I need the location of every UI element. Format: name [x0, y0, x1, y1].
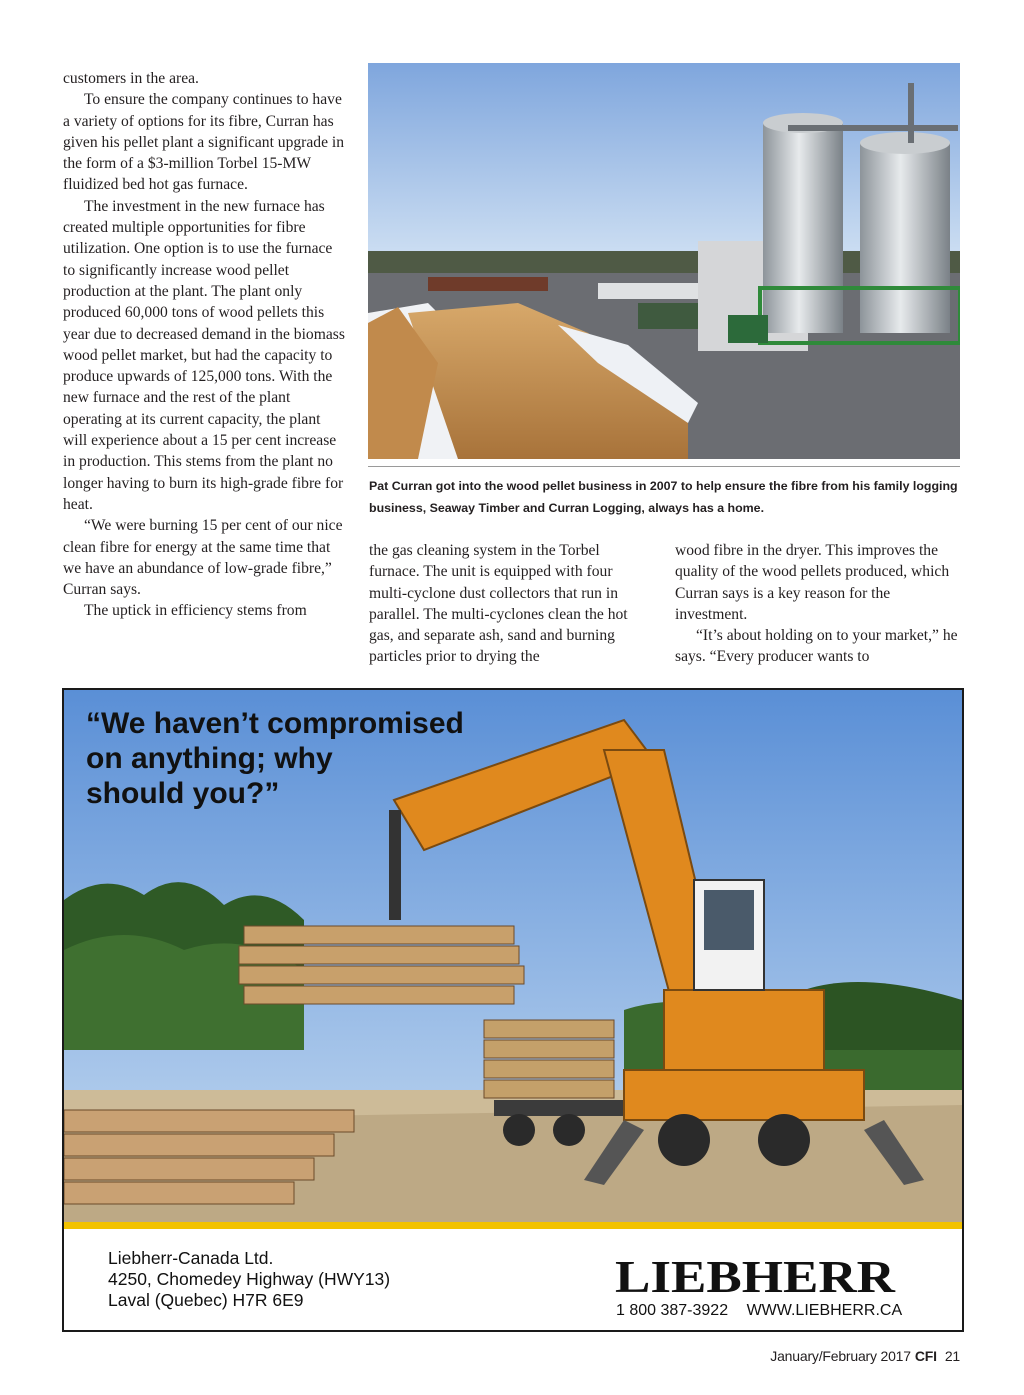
body-paragraph: The investment in the new furnace has created multiple opportunities for fibre utilization. One option is to use the furnace to significantly increase wood pellet production at the plant. The plant only produced 60,000 tons of wood pellets this year due to decreased demand in the biomass wood pellet market, but had the capacity to produce upwards of 125,000 tons. With the new furnace and the rest of the plant operating at its current capacity, the plant will experience about a 15 per cent increase in production. This stems from the plant no longer having to burn its high-grade fibre for heat. [63, 197, 345, 513]
article-column-2 [369, 540, 654, 668]
body-paragraph: To ensure the company continues to have a variety of options for its fibre, Curran has given his pellet plant a significant upgrade in the form of a $3-million Torbel 15-MW fluidized bed hot gas furnace. [63, 91, 345, 194]
body-paragraph: wood fibre in the dryer. This improves the quality of the wood pellets produced, which Curran says is a key reason for the investment. [675, 542, 950, 623]
address-line: Laval (Quebec) H7R 6E9 [108, 1290, 304, 1310]
magazine-name: CFI [914, 1348, 937, 1364]
body-paragraph: customers in the area. [63, 70, 199, 87]
yellow-stripe [64, 1222, 962, 1229]
address-line: 4250, Chomedey Highway (HWY13) [108, 1269, 391, 1289]
phone-number: 1 800 387-3922 [616, 1302, 729, 1319]
address-line: Liebherr-Canada Ltd. [108, 1248, 274, 1268]
page-number: 21 [944, 1348, 960, 1364]
ad-headline: “We haven’t compromised on anything; why should you?” [86, 707, 464, 810]
body-paragraph: the gas cleaning system in the Torbel furnace. The unit is equipped with four multi-cyclone dust collectors that run in parallel. The multi-cyclones clean the hot gas, and separate ash, sand and burning particles prior to drying the [369, 542, 628, 666]
article-column-3 [675, 540, 960, 668]
pellet-plant-photo [368, 63, 960, 459]
page-folio [770, 1348, 960, 1364]
body-paragraph: “It’s about holding on to your market,” he says. “Every producer wants to [675, 627, 958, 666]
liebherr-logo [612, 1252, 898, 1298]
body-paragraph: The uptick in efficiency stems from [84, 602, 307, 620]
website-link[interactable]: WWW.LIEBHERR.CA [746, 1302, 903, 1319]
caption-rule [368, 466, 960, 467]
photo-caption: Pat Curran got into the wood pellet business in 2007 to help ensure the fibre from his family logging business, Seaway Timber and Curran Logging, always has a home. [369, 479, 958, 515]
body-paragraph: “We were burning 15 per cent of our nice clean fibre for energy at the same time that we have an abundance of low-grade fibre,” Curran says. [63, 517, 343, 599]
svg-text:LIEBHERR: LIEBHERR [615, 1252, 896, 1298]
article-column-1 [63, 68, 348, 622]
ad-address [108, 1248, 390, 1311]
liebherr-advertisement [62, 688, 964, 1332]
issue-date: January/February 2017 [770, 1348, 911, 1364]
ad-contact [616, 1302, 902, 1320]
